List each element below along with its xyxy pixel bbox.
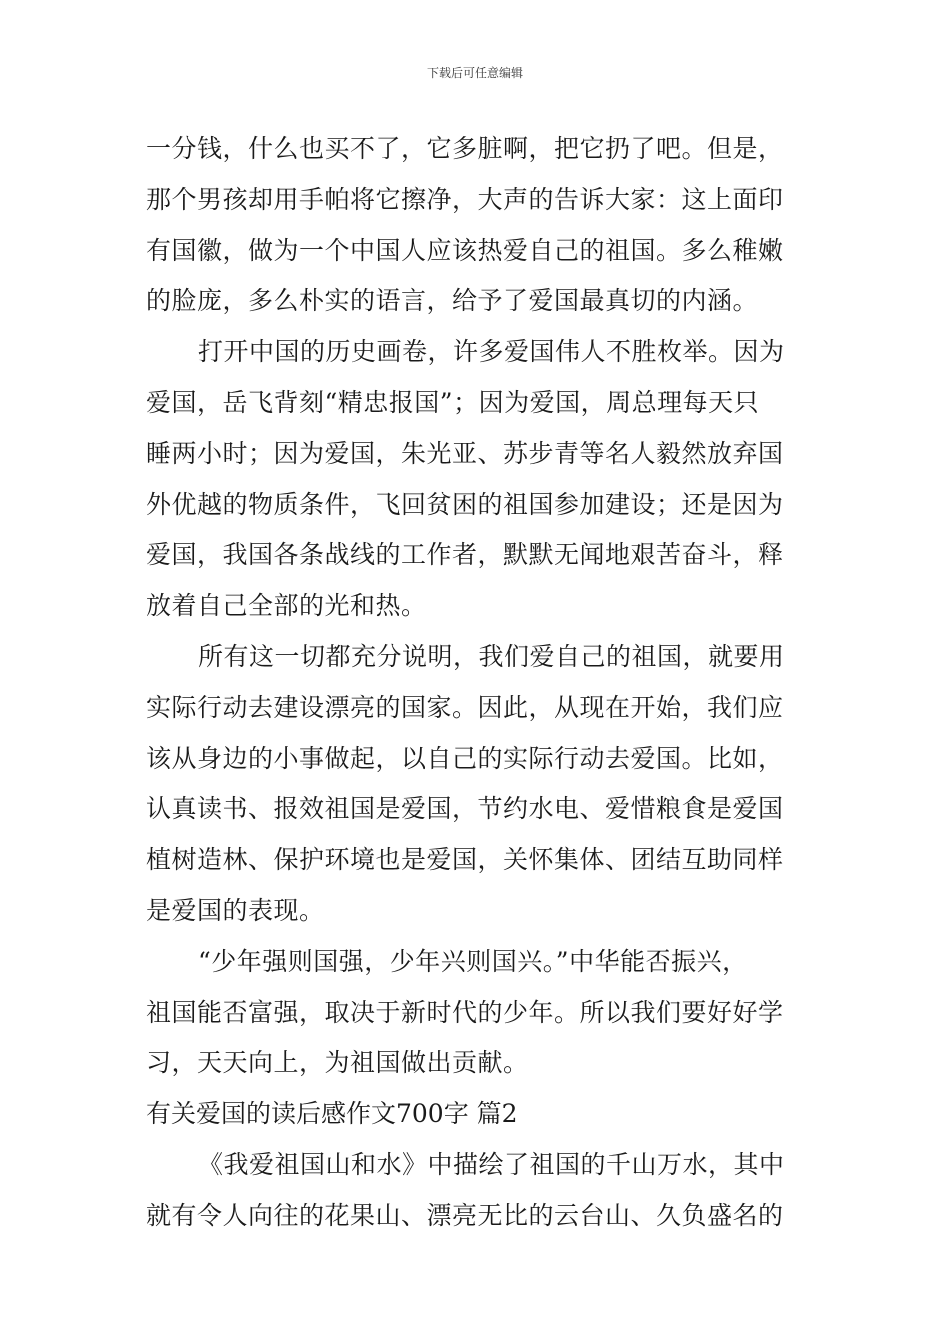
- text-line: 习，天天向上，为祖国做出贡献。: [146, 1048, 529, 1078]
- text-line: 认真读书、报效祖国是爱国，节约水电、爱惜粮食是爱国: [146, 794, 784, 824]
- document-body: [146, 124, 808, 1242]
- text-line: 外优越的物质条件，飞回贫困的祖国参加建设；还是因为: [146, 489, 784, 519]
- text-line: 是爱国的表现。: [146, 895, 325, 925]
- heading-text: 有关爱国的读后感作文700字 篇2: [146, 1099, 518, 1129]
- text-line: 就有令人向往的花果山、漂亮无比的云台山、久负盛名的: [146, 1200, 784, 1230]
- paragraph: [146, 327, 808, 632]
- text-line: 实际行动去建设漂亮的国家。因此，从现在开始，我们应: [146, 692, 784, 722]
- text-line: 睡两小时；因为爱国，朱光亚、苏步青等名人毅然放弃国: [146, 438, 784, 468]
- text-line: 爱国，我国各条战线的工作者，默默无闻地艰苦奋斗，释: [146, 540, 784, 570]
- text-line: 的脸庞，多么朴实的语言，给予了爱国最真切的内涵。: [146, 286, 759, 316]
- paragraph: [146, 937, 808, 1089]
- text-line: 放着自己全部的光和热。: [146, 591, 427, 621]
- paragraph: [146, 632, 808, 937]
- text-line: 植树造林、保护环境也是爱国，关怀集体、团结互助同样: [146, 845, 784, 875]
- text-line: 那个男孩却用手帕将它擦净，大声的告诉大家：这上面印: [146, 184, 784, 214]
- text-line: “少年强则国强，少年兴则国兴。”中华能否振兴，: [198, 946, 748, 976]
- section-heading: [146, 1089, 808, 1140]
- text-line: 祖国能否富强，取决于新时代的少年。所以我们要好好学: [146, 997, 784, 1027]
- paragraph: [146, 1140, 808, 1242]
- text-line: 有国徽，做为一个中国人应该热爱自己的祖国。多么稚嫩: [146, 235, 784, 265]
- text-line: 《我爱祖国山和水》中描绘了祖国的千山万水，其中: [198, 1149, 785, 1179]
- text-line: 打开中国的历史画卷，许多爱国伟人不胜枚举。因为: [198, 337, 785, 367]
- text-line: 该从身边的小事做起，以自己的实际行动去爱国。比如，: [146, 743, 784, 773]
- paragraph: [146, 124, 808, 327]
- text-line: 所有这一切都充分说明，我们爱自己的祖国，就要用: [198, 641, 785, 671]
- text-line: 一分钱，什么也买不了，它多脏啊，把它扔了吧。但是，: [146, 134, 784, 163]
- text-line: 爱国，岳飞背刻“精忠报国”；因为爱国，周总理每天只: [146, 387, 760, 417]
- page-header: 下载后可任意编辑: [426, 66, 523, 80]
